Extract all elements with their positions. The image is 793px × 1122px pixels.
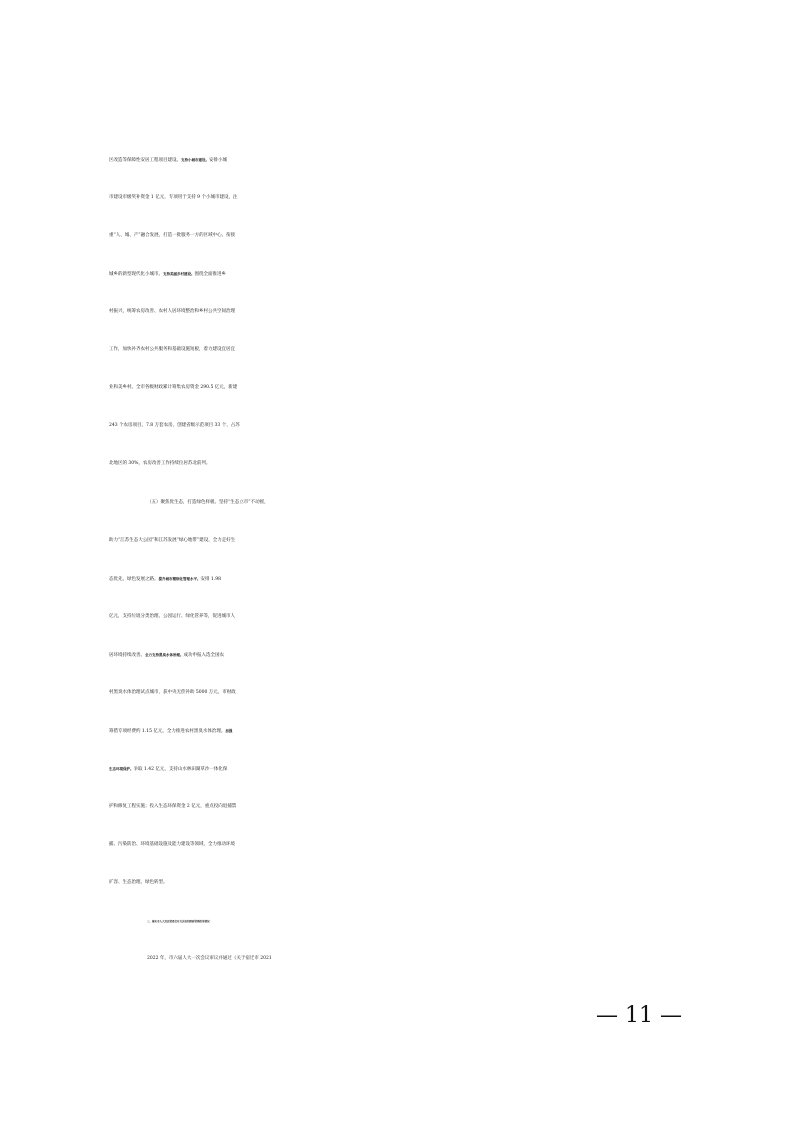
text-run: 筹措专项经费约 1.15 亿元，全力推进农村黑臭水体治理。 bbox=[109, 729, 226, 734]
text-run: （五）聚焦优生态，打造绿色样板。坚持“生态立市”不动摇， bbox=[147, 500, 269, 505]
text-run: 成功申报入选全国农 bbox=[183, 653, 224, 658]
text-line-2 bbox=[0, 179, 793, 217]
bold-phrase: 三、落实市人大及其常委会有关决议和财政管理改革情况 bbox=[147, 920, 210, 923]
text-line-4 bbox=[0, 255, 793, 293]
text-run: 业和美乡村。全市各级财政累计筹集农房资金 290.5 亿元，新建 bbox=[109, 385, 238, 390]
text-line-20 bbox=[0, 864, 793, 902]
text-run: 态优先、绿色发展之路。 bbox=[109, 577, 159, 582]
text-run: 捕、污染防治、环境基础设施及能力建设等领域，全力推动环境 bbox=[109, 842, 235, 847]
text-run: 村振兴，统筹农房改善、农村人居环境整治和乡村公共空间治理 bbox=[109, 309, 235, 314]
text-run: 安排小城 bbox=[209, 158, 227, 163]
text-line-14 bbox=[0, 636, 793, 674]
bold-phrase: 全力支持黑臭水体治理。 bbox=[145, 653, 184, 657]
text-run: 市建设市级奖补资金 1 亿元，专项用于支持 9 个小城市建设，注 bbox=[109, 195, 238, 200]
text-line-5 bbox=[0, 293, 793, 331]
text-line-8 bbox=[0, 407, 793, 445]
text-run: 243 个农房项目、7.8 万套农房，创建省级示范项目 33 个、占苏 bbox=[109, 423, 240, 428]
text-line-9 bbox=[0, 445, 793, 483]
text-run: 扩容、生态治理、绿色转型。 bbox=[109, 880, 168, 885]
text-line-16 bbox=[0, 712, 793, 750]
text-run: 围绕全面推进乡 bbox=[194, 272, 226, 277]
text-line-17 bbox=[0, 750, 793, 788]
text-run: 重“人、城、产”融合发展，打造一批服务一方的区域中心、衔接 bbox=[109, 233, 236, 238]
text-line-1 bbox=[0, 141, 793, 179]
text-line-13 bbox=[0, 598, 793, 636]
text-run: 争取 1.42 亿元，支持山水林田湖草沙一体化保 bbox=[133, 767, 228, 772]
text-run: 北地区的 30%，农房改善工作持续位居苏北前列。 bbox=[109, 461, 211, 466]
text-line-7 bbox=[0, 369, 793, 407]
text-line-15 bbox=[0, 674, 793, 712]
section-heading-3 bbox=[0, 902, 793, 940]
text-run: 城乡的新型现代化小城市。 bbox=[109, 272, 163, 277]
bold-phrase: 加强 bbox=[225, 729, 233, 733]
text-run: 护和修复工程实施；投入生态环保资金 2 亿元，重点投向退捕禁 bbox=[109, 804, 237, 809]
bold-phrase: 支持小城市建设。 bbox=[181, 158, 209, 162]
text-run: 亿元，支持垃圾分类治理、公园运行、绿化管养等，促进城市人 bbox=[109, 614, 235, 619]
text-run: 安排 1.98 bbox=[200, 577, 221, 582]
text-run: 居环境持续改善。 bbox=[109, 653, 145, 658]
text-run: 助力“江苏生态大公园”和江苏发展“绿心地带”建设，全力走好生 bbox=[109, 538, 236, 543]
text-line-22 bbox=[0, 940, 793, 978]
bold-phrase: 提升城市精细化管理水平。 bbox=[158, 577, 201, 581]
text-run: 村黑臭水体治理试点城市，获中央无偿补助 5000 万元，市财政 bbox=[109, 690, 236, 695]
text-line-3 bbox=[0, 217, 793, 255]
text-line-12 bbox=[0, 560, 793, 598]
text-line-10 bbox=[0, 484, 793, 522]
text-run: 2022 年，市六届人大一次会议审议并通过《关于宿迁市 2021 bbox=[147, 956, 272, 961]
bold-phrase: 生态环境保护。 bbox=[109, 767, 134, 771]
text-line-18 bbox=[0, 788, 793, 826]
text-run: 工作，加快补齐农村公共服务和基础设施短板，着力建设宜居宜 bbox=[109, 347, 235, 352]
text-line-11 bbox=[0, 522, 793, 560]
text-run: 区改造等保障性安居工程项目建设。 bbox=[109, 158, 181, 163]
page-number: — 11 — bbox=[596, 1003, 682, 1028]
text-line-19 bbox=[0, 826, 793, 864]
bold-phrase: 支持美丽乡村建设。 bbox=[163, 272, 195, 276]
text-line-6 bbox=[0, 331, 793, 369]
